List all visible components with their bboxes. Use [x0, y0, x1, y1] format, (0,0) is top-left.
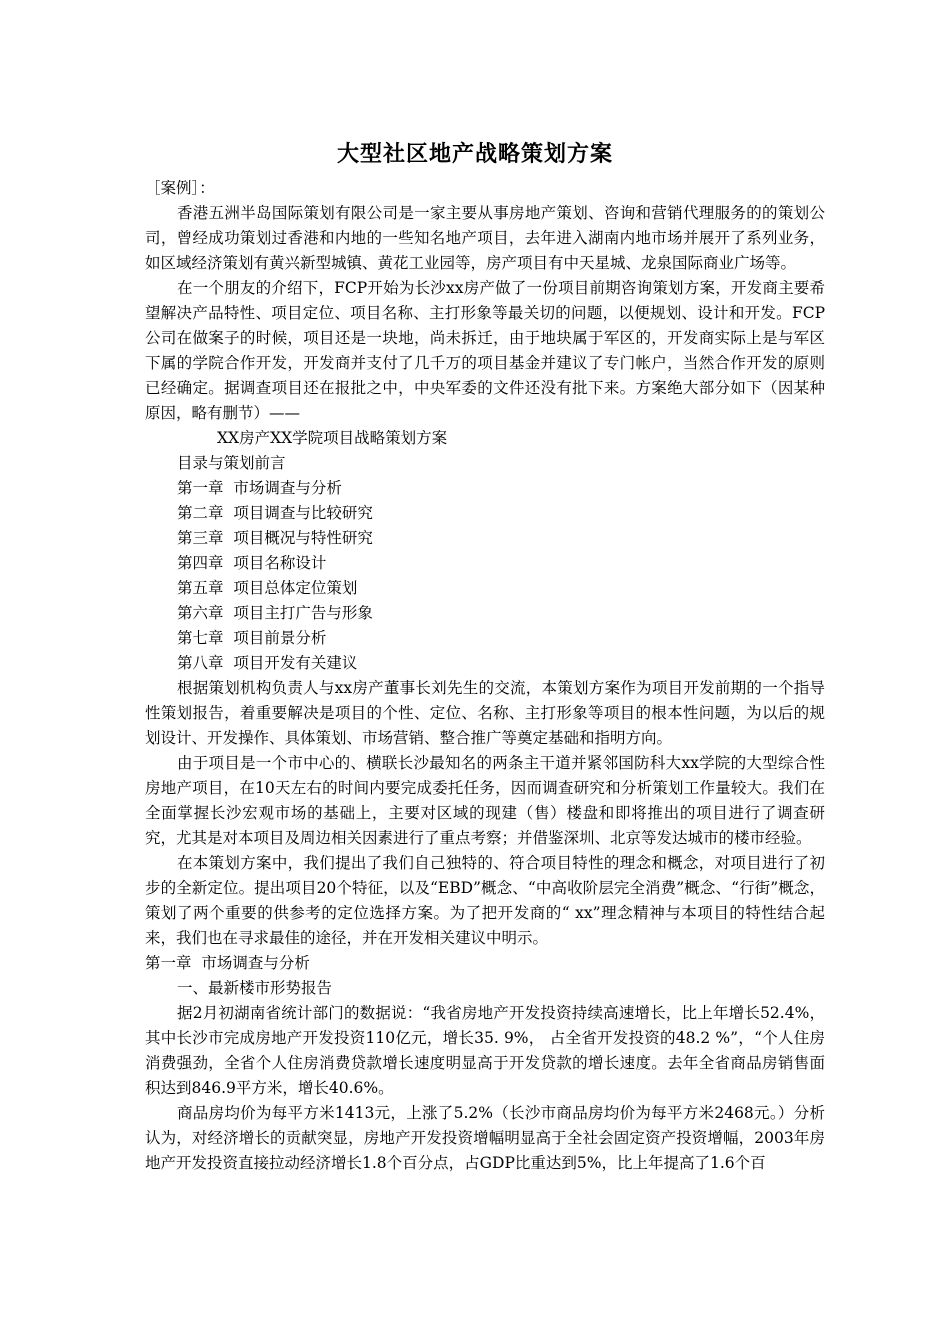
- document-title: 大型社区地产战略策划方案: [336, 142, 613, 167]
- toc-item: 第八章 项目开发有关建议: [177, 654, 358, 672]
- section-heading: 一、最新楼市形势报告: [177, 979, 333, 997]
- plan-title: XX房产XX学院项目战略策划方案: [217, 429, 448, 447]
- preface-paragraph: 在本策划方案中，我们提出了我们自己独特的、符合项目特性的理念和概念，对项目进行了初步的全新定位。提出项目20个特征，以及“EBD”概念、“中高收阶层完全消费”概念、“行街”概念，策划了两个重要的供参考的定位选择方案。为了把开发商的“ xx”理念精神与本项目的特性结合起来，我们也在寻求最佳的途径，并在开发相关建议中明示。: [145, 854, 825, 947]
- toc-item: 第七章 项目前景分析: [177, 629, 327, 647]
- chapter-paragraph: 据2月初湖南省统计部门的数据说：“我省房地产开发投资持续高速增长，比上年增长52.4%，其中长沙市完成房地产开发投资110亿元，增长35. 9%， 占全省开发投资的48.2 %”，“个人住房消费强劲，全省个人住房消费贷款增长速度明显高于开发贷款的增长速度。去年全省商品房销售面积达到846.9平方米，增长40.6%。: [145, 1004, 825, 1097]
- preface-paragraph: 由于项目是一个市中心的、横联长沙最知名的两条主干道并紧邻国防科大xx学院的大型综合性房地产项目，在10天左右的时间内要完成委托任务，因而调查研究和分析策划工作量较大。我们在全面掌握长沙宏观市场的基础上，主要对区域的现建（售）楼盘和即将推出的项目进行了调查研究，尤其是对本项目及周边相关因素进行了重点考察；并借鉴深圳、北京等发达城市的楼市经验。: [145, 754, 825, 847]
- toc-item: 目录与策划前言: [177, 454, 286, 472]
- document-body: [145, 176, 825, 1176]
- toc-item: 第一章 市场调查与分析: [177, 479, 342, 497]
- chapter-heading: 第一章 市场调查与分析: [145, 954, 310, 972]
- toc-item: 第五章 项目总体定位策划: [177, 579, 358, 597]
- toc-item: 第四章 项目名称设计: [177, 554, 327, 572]
- intro-paragraph: 在一个朋友的介绍下，FCP开始为长沙xx房产做了一份项目前期咨询策划方案，开发商主要希望解决产品特性、项目定位、项目名称、主打形象等最关切的问题，以便规划、设计和开发。FCP公司在做案子的时候，项目还是一块地，尚未拆迁，由于地块属于军区的，开发商实际上是与军区下属的学院合作开发，开发商并支付了几千万的项目基金并建议了专门帐户，当然合作开发的原则已经确定。据调查项目还在报批之中，中央军委的文件还没有批下来。方案绝大部分如下（因某种原因，略有删节）——: [145, 279, 825, 422]
- toc-item: 第三章 项目概况与特性研究: [177, 529, 373, 547]
- case-label: ［案例］：: [145, 179, 215, 197]
- preface-paragraph: 根据策划机构负责人与xx房产董事长刘先生的交流，本策划方案作为项目开发前期的一个指导性策划报告，着重要解决是项目的个性、定位、名称、主打形象等项目的根本性问题，为以后的规划设计、开发操作、具体策划、市场营销、整合推广等奠定基础和指明方向。: [145, 679, 825, 747]
- toc-item: 第六章 项目主打广告与形象: [177, 604, 373, 622]
- chapter-paragraph: 商品房均价为每平方米1413元，上涨了5.2%（长沙市商品房均价为每平方米2468元。）分析认为，对经济增长的贡献突显，房地产开发投资增幅明显高于全社会固定资产投资增幅，2003年房地产开发投资直接拉动经济增长1.8个百分点，占GDP比重达到5%，比上年提高了1.6个百: [145, 1104, 825, 1172]
- toc-item: 第二章 项目调查与比较研究: [177, 504, 373, 522]
- intro-paragraph: 香港五洲半岛国际策划有限公司是一家主要从事房地产策划、咨询和营销代理服务的的策划公司，曾经成功策划过香港和内地的一些知名地产项目，去年进入湖南内地市场并展开了系列业务，如区域经济策划有黄兴新型城镇、黄花工业园等，房产项目有中天星城、龙泉国际商业广场等。: [145, 204, 825, 272]
